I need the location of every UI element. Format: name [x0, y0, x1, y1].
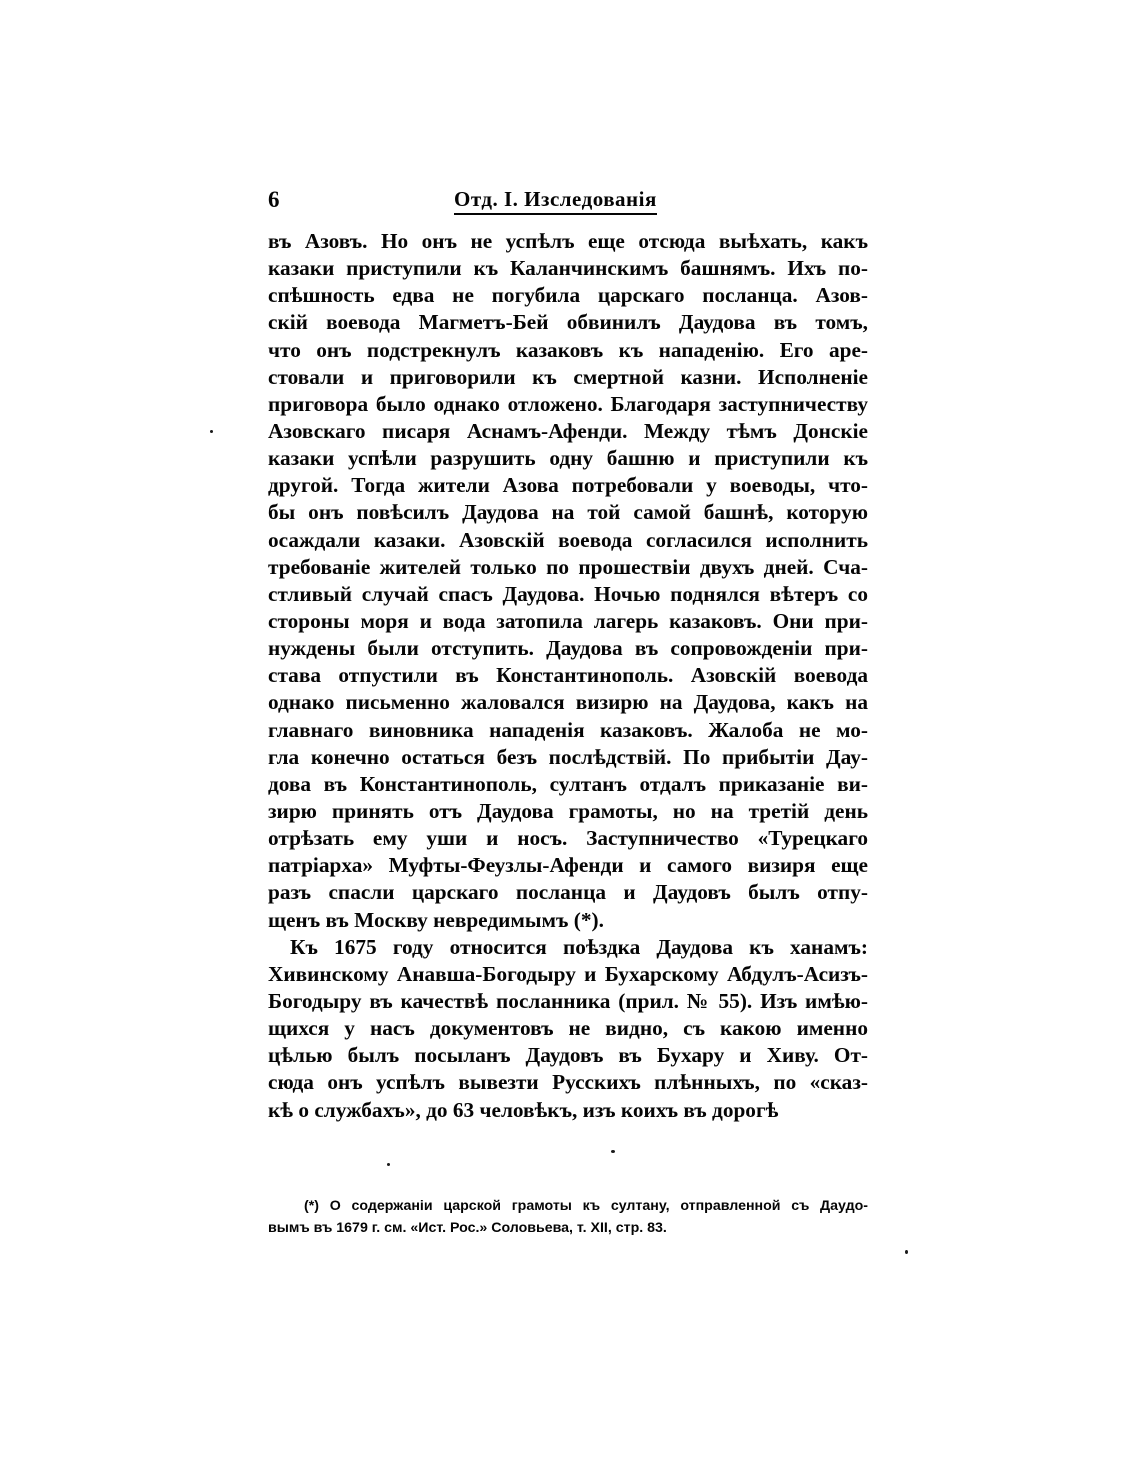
text-line: казаки успѣли разрушить одну башню и приступили къ [268, 446, 868, 471]
text-line: стовали и приговорили къ смертной казни. Исполненіе [268, 364, 868, 389]
text-line: другой. Тогда жители Азова потребовали у воеводы, что- [268, 473, 868, 498]
page-number: 6 [268, 187, 280, 212]
paragraph-2 [268, 934, 868, 1124]
text-line: щихся у насъ документовъ не видно, съ какою именно [268, 1016, 868, 1041]
text-line: бы онъ повѣсилъ Даудова на той самой башнѣ, которую [268, 500, 868, 525]
footnote [268, 1195, 868, 1239]
page-header [268, 183, 868, 217]
text-line: что онъ подстрекнулъ казаковъ къ нападенію. Его аре- [268, 337, 868, 362]
text-line: Къ 1675 году относится поѣздка Даудова къ ханамъ: [290, 934, 868, 959]
text-line: отрѣзать ему уши и носъ. Заступничество «Турецкаго [268, 826, 868, 851]
scan-speck [905, 1250, 908, 1254]
text-line: щенъ въ Москву невредимымъ (*). [268, 907, 604, 932]
text-line: осаждали казаки. Азовскій воевода согласился исполнить [268, 527, 868, 552]
scan-speck [210, 430, 213, 433]
text-line: казаки приступили къ Каланчинскимъ башнямъ. Ихъ по- [268, 256, 868, 281]
text-line: требованіе жителей только по прошествіи двухъ дней. Сча- [268, 554, 868, 579]
text-line: дова въ Константинополь, султанъ отдалъ приказаніе ви- [268, 771, 868, 796]
text-line: однако письменно жаловался визирю на Даудова, какъ на [268, 690, 868, 715]
text-line: Богодыру въ качествѣ посланника (прил. № 55). Изъ имѣю- [268, 988, 868, 1013]
body-text [268, 228, 868, 1124]
footnote-line: (*) О содержаніи царской грамоты къ султану, отправленной съ Даудо- [304, 1198, 868, 1214]
text-line: зирю принять отъ Даудова грамоты, но на третій день [268, 798, 868, 823]
paragraph-1 [268, 228, 868, 934]
text-line: нуждены были отступить. Даудова въ сопровожденіи при- [268, 636, 868, 661]
text-line: патріарха» Муфты-Феузлы-Афенди и самого визиря еще [268, 853, 868, 878]
running-title: Отд. I. Изследованія [454, 187, 657, 215]
text-line: скій воевода Магметъ-Бей обвинилъ Даудова въ томъ, [268, 310, 868, 335]
scan-speck [611, 1150, 615, 1153]
text-line: разъ спасли царскаго посланца и Даудовъ былъ отпу- [268, 880, 868, 905]
text-line: спѣшность едва не погубила царскаго посланца. Азов- [268, 283, 868, 308]
text-line: става отпустили въ Константинополь. Азовскій воевода [268, 663, 868, 688]
text-line: Хивинскому Анавша-Богодыру и Бухарскому Абдулъ-Асизъ- [268, 961, 868, 986]
text-line: сюда онъ успѣлъ вывезти Русскихъ плѣнныхъ, по «сказ- [268, 1070, 868, 1095]
scan-speck [387, 1163, 390, 1166]
text-line: въ Азовъ. Но онъ не успѣлъ еще отсюда выѣхать, какъ [268, 229, 868, 253]
text-line: кѣ о службахъ», до 63 человѣкъ, изъ коихъ въ дорогѣ [268, 1097, 779, 1122]
text-line: цѣлью былъ посыланъ Даудовъ въ Бухару и Хиву. От- [268, 1043, 868, 1068]
text-line: Азовскаго писаря Аснамъ-Афенди. Между тѣмъ Донскіе [268, 418, 868, 443]
text-line: стливый случай спасъ Даудова. Ночью поднялся вѣтеръ со [268, 581, 868, 606]
text-line: приговора было однако отложено. Благодаря заступничеству [268, 391, 868, 416]
footnote-line: вымъ въ 1679 г. см. «Ист. Рос.» Соловьева, т. XII, стр. 83. [268, 1220, 667, 1236]
text-line: стороны моря и вода затопила лагерь казаковъ. Они при- [268, 608, 868, 633]
text-line: главнаго виновника нападенія казаковъ. Жалоба не мо- [268, 717, 868, 742]
text-line: гла конечно остаться безъ послѣдствій. По прибытіи Дау- [268, 744, 868, 769]
